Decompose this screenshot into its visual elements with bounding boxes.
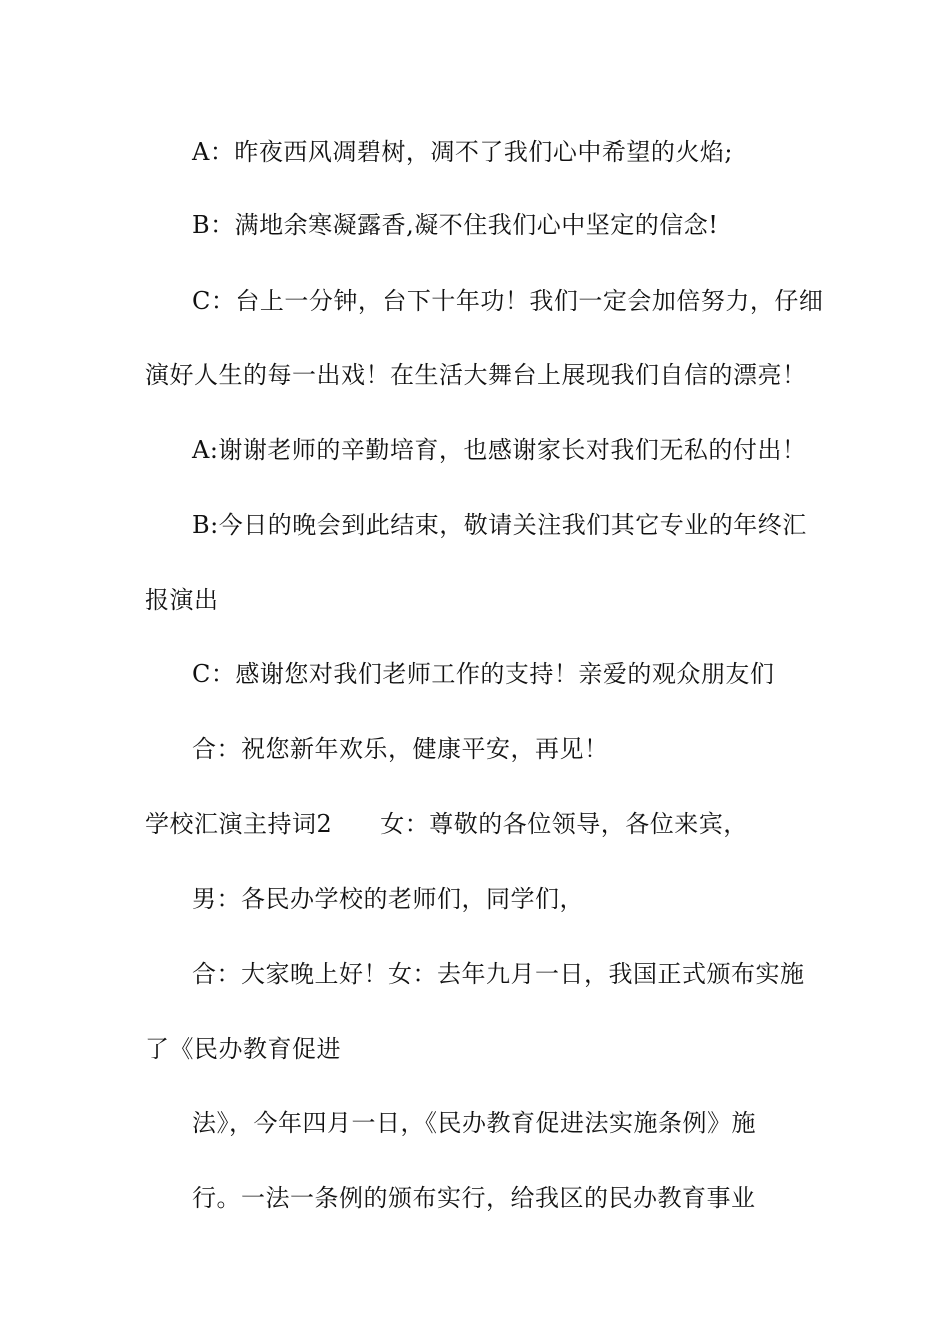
- paragraph-line: 男：各民办学校的老师们，同学们，: [192, 885, 584, 913]
- paragraph-line: B：满地余寒凝露香,凝不住我们心中坚定的信念!: [192, 211, 719, 239]
- section-line: [145, 808, 748, 840]
- paragraph-line: 了《民办教育促进: [145, 1035, 341, 1063]
- paragraph-line: 演好人生的每一出戏！在生活大舞台上展现我们自信的漂亮！: [145, 361, 807, 389]
- paragraph-line: A:谢谢老师的辛勤培育，也感谢家长对我们无私的付出！: [192, 436, 807, 464]
- paragraph-line: A：昨夜西风凋碧树，凋不了我们心中希望的火焰;: [192, 138, 733, 166]
- paragraph-line: 合：大家晚上好！女：去年九月一日，我国正式颁布实施: [192, 960, 805, 988]
- section-title: 学校汇演主持词2: [145, 810, 333, 838]
- paragraph-line: C：感谢您对我们老师工作的支持！亲爱的观众朋友们: [192, 660, 775, 688]
- paragraph-line: 报演出: [145, 586, 219, 614]
- paragraph-line: 行。一法一条例的颁布实行，给我区的民办教育事业: [192, 1184, 756, 1212]
- paragraph-line: B:今日的晚会到此结束，敬请关注我们其它专业的年终汇: [192, 511, 807, 539]
- paragraph-line: 合：祝您新年欢乐，健康平安，再见！: [192, 735, 609, 763]
- paragraph-line: C：台上一分钟，台下十年功！我们一定会加倍努力，仔细: [192, 287, 824, 315]
- paragraph-text: 女：尊敬的各位领导，各位来宾，: [380, 810, 748, 838]
- paragraph-line: 法》，今年四月一日，《民办教育促进法实施条例》施: [192, 1109, 756, 1137]
